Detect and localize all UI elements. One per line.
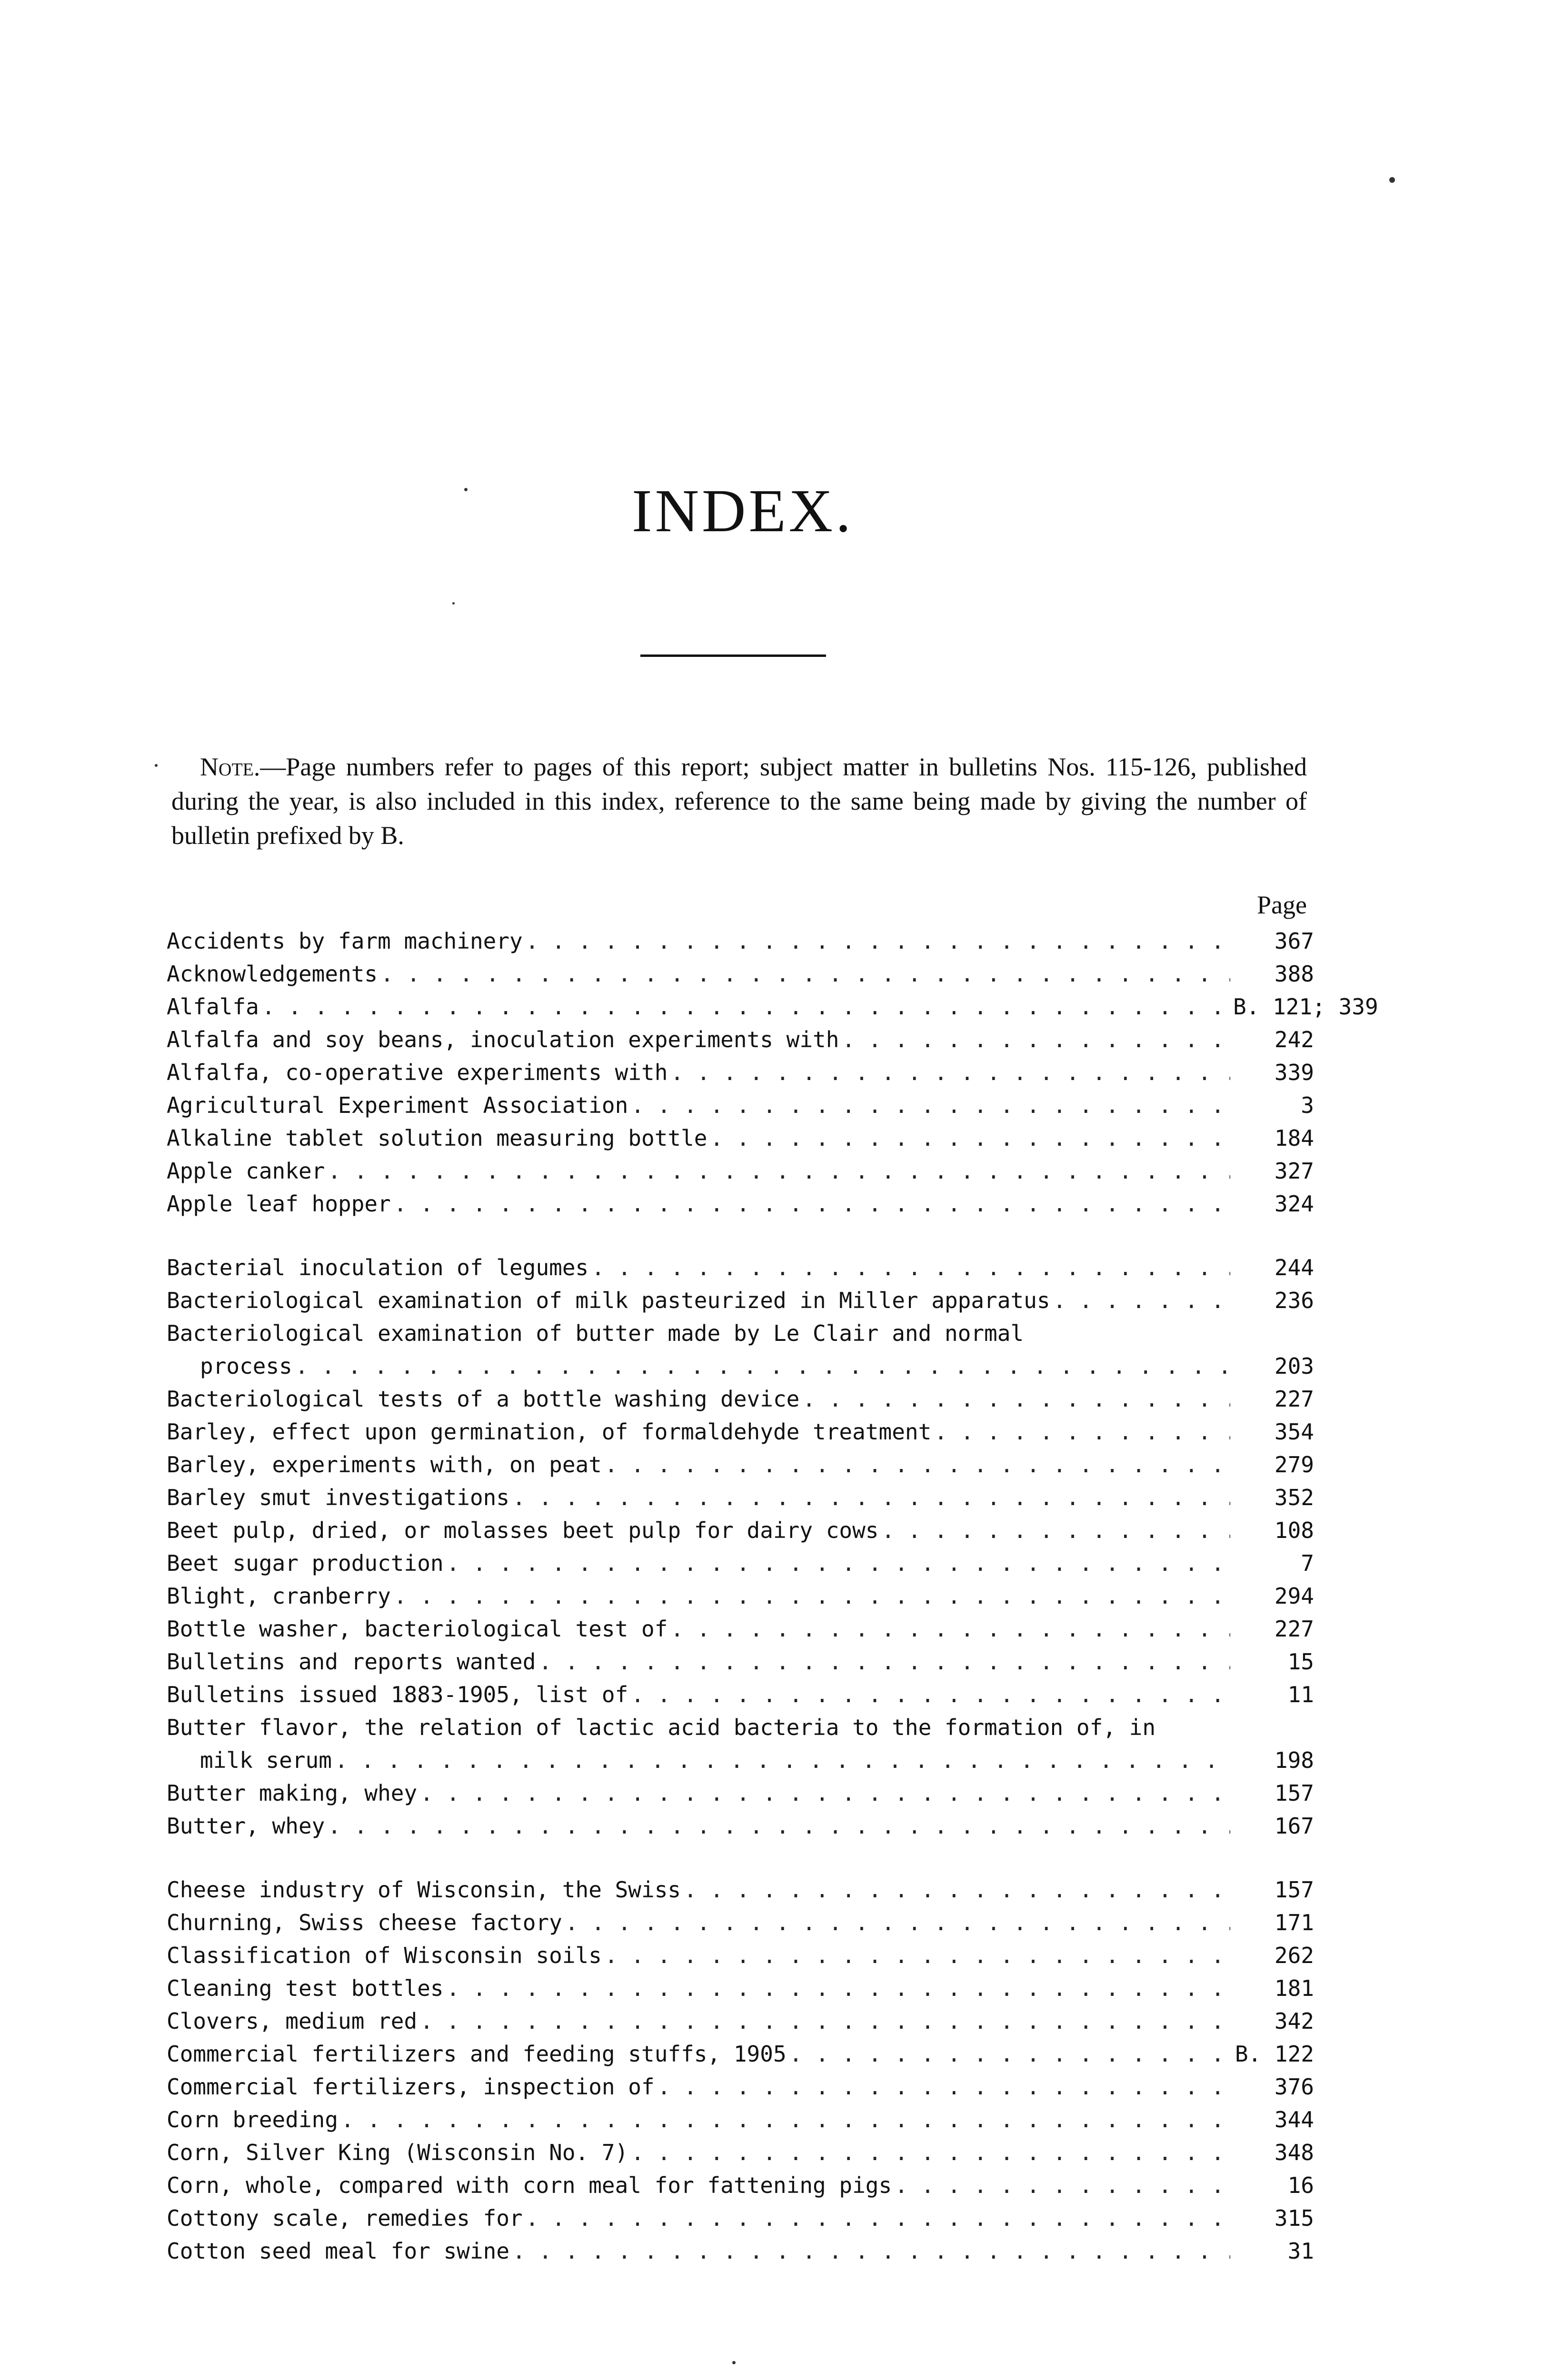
entry-text: Bulletins and reports wanted (167, 1649, 536, 1675)
entry-pages: 354 (1274, 1419, 1314, 1445)
scan-speck (732, 2361, 736, 2364)
entry-text: Cleaning test bottles (167, 1975, 444, 2001)
dot-leader (565, 1910, 1230, 1935)
entry-text: Bacteriological tests of a bottle washing device (167, 1386, 800, 1412)
entry-pages: 342 (1274, 2008, 1314, 2034)
entry-text: Cheese industry of Wisconsin, the Swiss (167, 1877, 681, 1903)
dot-leader (842, 1027, 1230, 1052)
index-entry (167, 1020, 1314, 1052)
dot-leader (394, 1191, 1230, 1217)
entry-pages: 198 (1274, 1747, 1314, 1773)
dot-leader (631, 2140, 1230, 2165)
index-entry (167, 2001, 1314, 2034)
entry-text: Corn, whole, compared with corn meal for fattening pigs (167, 2172, 892, 2198)
dot-leader (591, 1255, 1230, 1280)
index-entry (167, 1085, 1314, 1118)
entry-pages: 344 (1274, 2107, 1314, 2132)
entry-text: Agricultural Experiment Association (167, 1092, 628, 1118)
dot-leader (295, 1353, 1230, 1379)
index-entry (167, 1773, 1314, 1806)
entry-pages: 227 (1274, 1616, 1314, 1642)
entry-text: Barley, effect upon germination, of formaldehyde treatment (167, 1419, 932, 1445)
index-entry (167, 1445, 1314, 1478)
index-entry (167, 2067, 1314, 2100)
index-entries (167, 921, 1378, 2264)
index-entry (167, 1280, 1314, 1313)
scan-speck (464, 488, 468, 491)
dot-leader (447, 1975, 1230, 2001)
index-entry (167, 2034, 1314, 2067)
entry-text: Alfalfa and soy beans, inoculation experiments with (167, 1027, 839, 1052)
index-entry (167, 1576, 1314, 1609)
entry-text: Blight, cranberry (167, 1583, 391, 1609)
scan-speck (452, 602, 455, 605)
dot-leader (882, 1517, 1231, 1543)
index-entry (167, 1052, 1314, 1085)
dot-leader (526, 928, 1230, 954)
scan-speck (1389, 177, 1395, 183)
entry-pages: 242 (1274, 1027, 1314, 1052)
entry-pages: 167 (1274, 1813, 1314, 1839)
dot-leader (262, 994, 1230, 1020)
group-gap (167, 1839, 1314, 1870)
index-entry (167, 1184, 1314, 1217)
entry-pages: 352 (1274, 1485, 1314, 1510)
entry-text: Barley smut investigations (167, 1485, 510, 1510)
index-entry (167, 1707, 1314, 1773)
dot-leader (512, 1485, 1230, 1510)
index-entry (167, 1118, 1314, 1151)
index-entry (167, 1151, 1314, 1184)
entry-text: Classification of Wisconsin soils (167, 1943, 602, 1968)
entry-continuation: milk serum (200, 1747, 332, 1773)
index-entry (167, 1903, 1314, 1935)
dot-leader (631, 1092, 1230, 1118)
index-entry (167, 1968, 1314, 2001)
dot-leader (420, 1780, 1230, 1806)
entry-text: Cottony scale, remedies for (167, 2205, 523, 2231)
entry-text: Bottle washer, bacteriological test of (167, 1616, 668, 1642)
entry-text: Clovers, medium red (167, 2008, 418, 2034)
entry-pages: 31 (1287, 2238, 1314, 2264)
index-entry (167, 987, 1378, 1020)
index-entry (167, 1379, 1314, 1412)
entry-pages: 315 (1274, 2205, 1314, 2231)
entry-text: Acknowledgements (167, 961, 378, 987)
entry-pages: 244 (1274, 1255, 1314, 1280)
index-entry (167, 1806, 1314, 1839)
index-entry (167, 1642, 1314, 1675)
entry-text: Bacterial inoculation of legumes (167, 1255, 589, 1280)
index-entry (167, 2100, 1314, 2132)
entry-pages: 16 (1287, 2172, 1314, 2198)
entry-text: Bacteriological examination of milk pasteurized in Miller apparatus (167, 1288, 1050, 1313)
entry-text: Commercial fertilizers, inspection of (167, 2074, 655, 2100)
dot-leader (710, 1125, 1230, 1151)
dot-leader (538, 1649, 1230, 1675)
entry-text: Apple leaf hopper (167, 1191, 391, 1217)
index-entry (167, 1412, 1314, 1445)
entry-pages: 376 (1274, 2074, 1314, 2100)
note-lead: Note. (200, 753, 260, 781)
entry-text: Butter, whey (167, 1813, 325, 1839)
index-entry (167, 1543, 1314, 1576)
index-entry (167, 2198, 1314, 2231)
page-column-header: Page (1257, 891, 1307, 919)
group-gap (167, 1217, 1314, 1248)
dot-leader (670, 1616, 1230, 1642)
dot-leader (335, 1747, 1230, 1773)
entry-text: Alfalfa (167, 994, 259, 1020)
index-entry (167, 1478, 1314, 1510)
entry-pages: 324 (1274, 1191, 1314, 1217)
entry-text: Bacteriological examination of butter made by Le Clair and normal (167, 1320, 1024, 1346)
index-entry (167, 1510, 1314, 1543)
dot-leader (447, 1550, 1230, 1576)
title-rule (640, 654, 826, 657)
index-entry (167, 2165, 1314, 2198)
entry-text: Cotton seed meal for swine (167, 2238, 510, 2264)
entry-pages: B. 122 (1235, 2041, 1314, 2067)
entry-pages: 11 (1287, 1682, 1314, 1707)
entry-pages: 262 (1274, 1943, 1314, 1968)
note-paragraph (171, 750, 1307, 853)
entry-text: Bulletins issued 1883-1905, list of (167, 1682, 628, 1707)
dot-leader (895, 2172, 1230, 2198)
entry-pages: 279 (1274, 1452, 1314, 1478)
dot-leader (328, 1813, 1230, 1839)
entry-text: Barley, experiments with, on peat (167, 1452, 602, 1478)
entry-pages: 7 (1301, 1550, 1314, 1576)
dot-leader (631, 1682, 1230, 1707)
dot-leader (802, 1386, 1230, 1412)
index-entry (167, 1248, 1314, 1280)
dot-leader (1053, 1288, 1230, 1313)
index-entry (167, 1935, 1314, 1968)
entry-text: Churning, Swiss cheese factory (167, 1910, 562, 1935)
entry-pages: 203 (1274, 1353, 1314, 1379)
entry-pages: 327 (1274, 1158, 1314, 1184)
entry-pages: 236 (1274, 1288, 1314, 1313)
entry-pages: 171 (1274, 1910, 1314, 1935)
dot-leader (605, 1943, 1230, 1968)
entry-pages: 184 (1274, 1125, 1314, 1151)
dot-leader (789, 2041, 1230, 2067)
entry-pages: 367 (1274, 928, 1314, 954)
note-text: —Page numbers refer to pages of this report; subject matter in bulletins Nos. 115-126, published during the year, is also included in this index, reference to the same being made by giving the number of bulletin prefixed by B. (171, 753, 1307, 850)
dot-leader (328, 1158, 1230, 1184)
entry-text: Apple canker (167, 1158, 325, 1184)
index-entry (167, 2132, 1314, 2165)
scan-speck (155, 764, 158, 767)
entry-pages: 15 (1287, 1649, 1314, 1675)
entry-pages: 388 (1274, 961, 1314, 987)
dot-leader (512, 2238, 1230, 2264)
dot-leader (670, 1060, 1230, 1085)
entry-text: Alkaline tablet solution measuring bottle (167, 1125, 707, 1151)
entry-text: Corn breeding (167, 2107, 339, 2132)
index-entry (167, 2231, 1314, 2264)
entry-text: Butter making, whey (167, 1780, 418, 1806)
page-title: INDEX. (631, 477, 854, 545)
entry-text: Beet sugar production (167, 1550, 444, 1576)
entry-pages: 3 (1301, 1092, 1314, 1118)
index-entry (167, 1675, 1314, 1707)
dot-leader (934, 1419, 1230, 1445)
index-entry (167, 921, 1314, 954)
entry-text: Commercial fertilizers and feeding stuffs, 1905 (167, 2041, 787, 2067)
dot-leader (526, 2205, 1230, 2231)
dot-leader (341, 2107, 1230, 2132)
entry-pages: 157 (1274, 1780, 1314, 1806)
dot-leader (684, 1877, 1230, 1903)
entry-text: Corn, Silver King (Wisconsin No. 7) (167, 2140, 628, 2165)
entry-continuation: process (200, 1353, 292, 1379)
entry-pages: 348 (1274, 2140, 1314, 2165)
entry-pages: 339 (1274, 1060, 1314, 1085)
index-entry (167, 1870, 1314, 1903)
index-entry (167, 1313, 1314, 1379)
dot-leader (380, 961, 1230, 987)
entry-pages: 227 (1274, 1386, 1314, 1412)
entry-text: Accidents by farm machinery (167, 928, 523, 954)
index-entry (167, 1609, 1314, 1642)
entry-text: Beet pulp, dried, or molasses beet pulp for dairy cows (167, 1517, 879, 1543)
entry-pages: 108 (1274, 1517, 1314, 1543)
entry-pages: 294 (1274, 1583, 1314, 1609)
entry-text: Butter flavor, the relation of lactic acid bacteria to the formation of, in (167, 1715, 1156, 1740)
entry-pages: B. 121; 339 (1233, 994, 1378, 1020)
dot-leader (657, 2074, 1230, 2100)
dot-leader (394, 1583, 1230, 1609)
dot-leader (605, 1452, 1230, 1478)
dot-leader (420, 2008, 1230, 2034)
entry-pages: 181 (1274, 1975, 1314, 2001)
entry-text: Alfalfa, co-operative experiments with (167, 1060, 668, 1085)
index-entry (167, 954, 1314, 987)
entry-pages: 157 (1274, 1877, 1314, 1903)
